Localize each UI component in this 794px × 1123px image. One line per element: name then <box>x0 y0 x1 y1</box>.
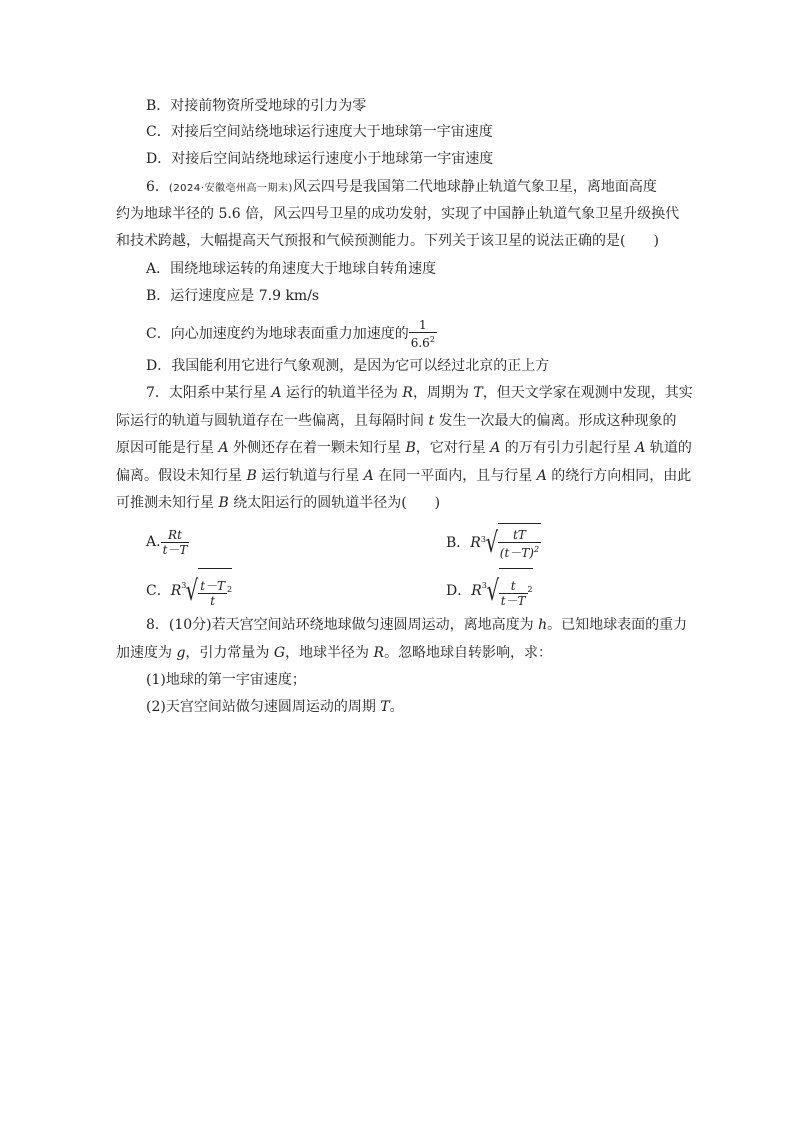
q7-option-b <box>446 523 541 561</box>
q8-stem-line2: 加速度为 g，引力常量为 G，地球半径为 R。忽略地球自转影响，求： <box>116 645 553 661</box>
q7-option-c-cube-root <box>181 568 232 614</box>
q7-option-b-fraction <box>498 528 541 560</box>
q7-stem-line4: 偏离。假设未知行星 B 运行轨道与行星 A 在同一平面内，且与行星 A 的绕行方向相同，由此 <box>116 468 692 484</box>
q7-stem-line3: 原因可能是行星 A 外侧还存在着一颗未知行星 B，它对行星 A 的万有引力引起行星 A 轨道的 <box>116 440 692 456</box>
q8-subquestion-1: (1)地球的第一宇宙速度； <box>146 672 306 688</box>
q7-option-b-r: R <box>470 535 481 551</box>
q5-option-d: D．对接后空间站绕地球运行速度小于地球第一宇宙速度 <box>146 151 494 167</box>
q7-option-b-denominator: $(t-T)^2$ <box>499 545 540 560</box>
q7-option-c-exponent: 2 <box>227 585 233 594</box>
q7-option-c-label: C． <box>146 582 171 599</box>
q6-number: 6． <box>146 179 169 195</box>
q6-stem-text1: 风云四号是我国第二代地球静止轨道气象卫星，离地面高度 <box>292 179 657 195</box>
q7-option-d-label: D． <box>446 582 472 599</box>
q7-option-d-numerator: t <box>499 579 528 594</box>
q8-stem-line1: 8．(10分)若天宫空间站环绕地球做匀速圆周运动，离地高度为 h。已知地球表面的重力 <box>146 617 688 633</box>
radical-sign-icon: √ <box>485 526 499 559</box>
q6-option-c-numerator: 1 <box>409 318 437 333</box>
radical-sign-icon: √ <box>486 573 500 607</box>
q6-source: (2024·安徽亳州高一期末) <box>168 183 293 194</box>
q7-option-d <box>446 568 533 608</box>
q7-option-c-r: R <box>170 582 182 599</box>
q7-option-d-cube-root <box>482 568 533 614</box>
q7-option-a-label: A. <box>146 534 161 550</box>
q7-option-b-root-index: 3 <box>480 535 486 544</box>
q7-option-d-root-index: 3 <box>481 581 487 590</box>
q6-option-d: D．我国能利用它进行气象观测，是因为它可以经过北京的正上方 <box>146 358 550 374</box>
q7-option-a-fraction <box>161 528 190 557</box>
q7-option-c-denominator: t <box>210 594 216 609</box>
q7-option-d-denominator: t－T <box>500 594 526 609</box>
q6-stem-line2: 约为地球半径的 5.6 倍，风云四号卫星的成功发射，实现了中国静止轨道气象卫星升级换代 <box>116 206 680 222</box>
q7-option-d-fraction <box>499 579 528 608</box>
radical-sign-icon: √ <box>186 573 199 607</box>
q7-option-b-cube-root <box>481 523 541 563</box>
q7-option-d-exponent: 2 <box>527 585 533 594</box>
q5-option-b: B．对接前物资所受地球的引力为零 <box>146 98 367 114</box>
q6-option-a: A．围绕地球运转的角速度大于地球自转角速度 <box>146 261 437 277</box>
q6-option-c-text: C．向心加速度约为地球表面重力加速度的 <box>146 326 409 342</box>
q7-stem-line1: 7．太阳系中某行星 A 运行的轨道半径为 R，周期为 T，但天文学家在观测中发现，其实 <box>146 385 693 401</box>
q7-option-b-numerator: tT <box>498 528 541 543</box>
q7-option-d-r: R <box>471 582 482 599</box>
q6-option-c-fraction <box>409 318 437 350</box>
q5-option-c: C．对接后空间站绕地球运行速度大于地球第一宇宙速度 <box>146 124 493 140</box>
q6-option-c <box>146 318 437 350</box>
q7-stem-line5: 可推测未知行星 B 绕太阳运行的圆轨道半径为( ) <box>116 495 441 511</box>
q7-option-c <box>146 568 232 608</box>
q7-option-a-denominator: t－T <box>162 542 188 557</box>
q7-option-c-numerator: t－T <box>200 579 226 594</box>
q6-option-b: B．运行速度应是 7.9 km/s <box>146 288 320 304</box>
q6-stem-line3: 和技术跨越，大幅提高天气预报和气候预测能力。下列关于该卫星的说法正确的是( ) <box>116 233 659 249</box>
q6-option-c-denominator: $6.6^2$ <box>410 335 435 350</box>
q7-option-a <box>146 525 189 559</box>
q8-subquestion-2: (2)天宫空间站做匀速圆周运动的周期 T。 <box>146 699 404 715</box>
q6-stem-line1 <box>146 177 657 197</box>
q7-option-b-label: B． <box>446 535 471 551</box>
q7-stem-line2: 际运行的轨道与圆轨道存在一些偏离，且每隔时间 t 发生一次最大的偏离。形成这种现象的 <box>116 413 677 429</box>
q7-option-c-root-index: 3 <box>181 581 187 590</box>
q7-option-c-fraction <box>198 579 227 608</box>
q7-option-a-numerator: Rt <box>161 528 190 543</box>
q6-option-c-exponent: 2 <box>429 335 435 344</box>
